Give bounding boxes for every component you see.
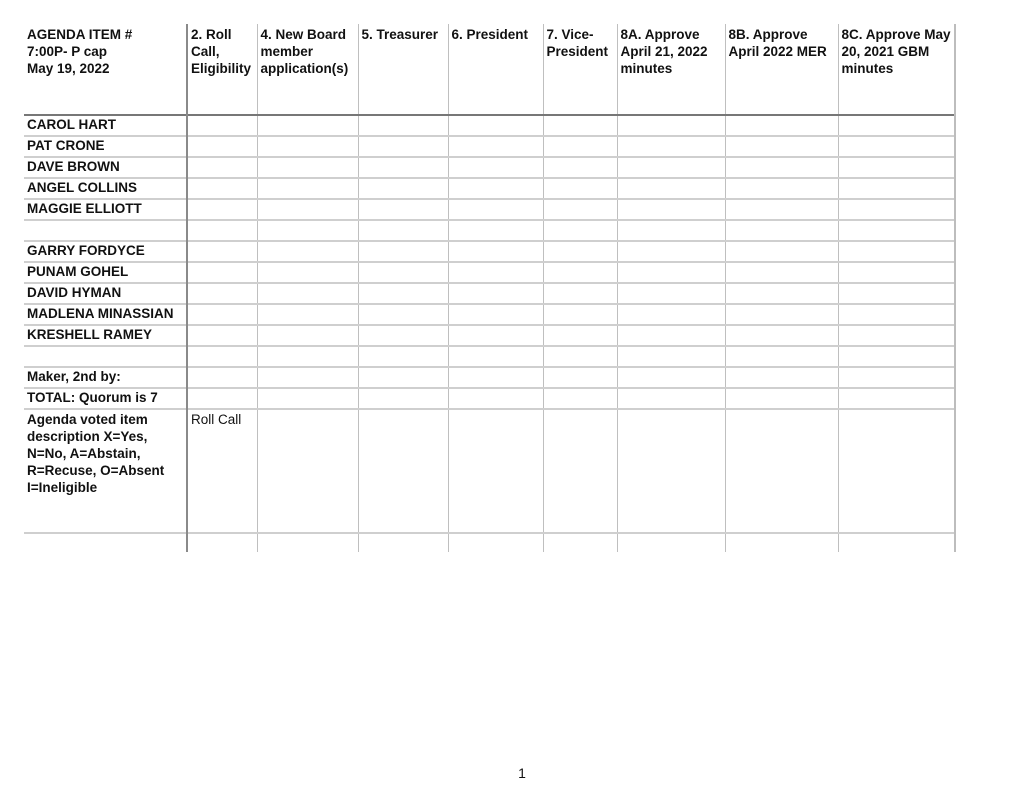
vote-cell	[838, 199, 955, 220]
vote-cell	[358, 304, 448, 325]
vote-cell	[187, 199, 257, 220]
member-name	[24, 346, 187, 367]
vote-cell	[543, 115, 617, 136]
meeting-time: 7:00P- P cap	[27, 44, 108, 59]
description-cell	[617, 409, 725, 533]
header-row	[24, 24, 955, 115]
vote-cell	[448, 115, 543, 136]
vote-cell	[838, 325, 955, 346]
vote-cell	[257, 367, 358, 388]
vote-cell	[448, 157, 543, 178]
vote-cell	[257, 115, 358, 136]
vote-cell	[617, 241, 725, 262]
description-cell	[257, 409, 358, 533]
vote-cell	[187, 367, 257, 388]
table-row	[24, 367, 955, 388]
vote-cell	[448, 136, 543, 157]
member-name: PUNAM GOHEL	[24, 262, 187, 283]
member-name: CAROL HART	[24, 115, 187, 136]
vote-cell	[543, 367, 617, 388]
vote-cell	[725, 325, 838, 346]
vote-cell	[617, 346, 725, 367]
vote-cell	[448, 325, 543, 346]
page-number: 1	[518, 765, 526, 781]
column-header-president: 6. President	[448, 24, 543, 115]
vote-cell	[725, 220, 838, 241]
vote-cell	[725, 346, 838, 367]
vote-table	[24, 24, 956, 552]
column-header-vice-president	[543, 24, 617, 115]
vote-cell	[725, 199, 838, 220]
vote-cell	[448, 199, 543, 220]
vote-cell	[358, 178, 448, 199]
member-name: MADLENA MINASSIAN	[24, 304, 187, 325]
empty-cell	[257, 533, 358, 552]
empty-cell	[617, 533, 725, 552]
vice-president-label: 7. Vice-President	[546, 27, 609, 59]
vote-cell	[358, 325, 448, 346]
vote-cell	[187, 178, 257, 199]
vote-cell	[187, 241, 257, 262]
description-cell	[358, 409, 448, 533]
vote-cell	[543, 136, 617, 157]
vote-cell	[838, 367, 955, 388]
member-name	[24, 220, 187, 241]
table-row	[24, 388, 955, 409]
vote-cell	[543, 157, 617, 178]
vote-cell	[543, 304, 617, 325]
vote-cell	[358, 136, 448, 157]
vote-cell	[448, 283, 543, 304]
vote-cell	[257, 136, 358, 157]
empty-cell	[838, 533, 955, 552]
member-name: PAT CRONE	[24, 136, 187, 157]
vote-cell	[543, 325, 617, 346]
vote-cell	[838, 346, 955, 367]
table-row	[24, 325, 955, 346]
vote-cell	[838, 283, 955, 304]
vote-cell	[617, 262, 725, 283]
total-quorum-label: TOTAL: Quorum is 7	[24, 388, 187, 409]
table-row	[24, 283, 955, 304]
empty-cell	[358, 533, 448, 552]
vote-cell	[838, 220, 955, 241]
vote-cell	[257, 220, 358, 241]
empty-cell	[187, 533, 257, 552]
table-row	[24, 533, 955, 552]
vote-cell	[187, 388, 257, 409]
vote-cell	[187, 262, 257, 283]
empty-cell	[448, 533, 543, 552]
vote-cell	[358, 262, 448, 283]
maker-second-label: Maker, 2nd by:	[24, 367, 187, 388]
vote-cell	[448, 262, 543, 283]
vote-cell	[257, 178, 358, 199]
vote-cell	[617, 283, 725, 304]
vote-cell	[543, 220, 617, 241]
vote-cell	[617, 136, 725, 157]
vote-cell	[725, 283, 838, 304]
vote-cell	[725, 262, 838, 283]
vote-cell	[543, 241, 617, 262]
vote-cell	[838, 115, 955, 136]
vote-cell	[358, 241, 448, 262]
vote-cell	[838, 178, 955, 199]
vote-cell	[358, 346, 448, 367]
table-row	[24, 115, 955, 136]
vote-cell	[358, 283, 448, 304]
vote-tally-sheet	[24, 24, 956, 552]
vote-cell	[725, 241, 838, 262]
vote-cell	[838, 304, 955, 325]
vote-cell	[448, 241, 543, 262]
table-row	[24, 262, 955, 283]
vote-cell	[617, 115, 725, 136]
vote-cell	[448, 304, 543, 325]
vote-cell	[448, 388, 543, 409]
vote-cell	[543, 262, 617, 283]
vote-cell	[187, 136, 257, 157]
vote-cell	[448, 220, 543, 241]
member-name: ANGEL COLLINS	[24, 178, 187, 199]
table-row	[24, 136, 955, 157]
vote-cell	[543, 346, 617, 367]
vote-cell	[187, 220, 257, 241]
member-name: KRESHELL RAMEY	[24, 325, 187, 346]
vote-cell	[725, 157, 838, 178]
vote-cell	[617, 199, 725, 220]
vote-cell	[725, 304, 838, 325]
vote-cell	[358, 199, 448, 220]
vote-cell	[838, 262, 955, 283]
vote-cell	[257, 241, 358, 262]
vote-cell	[725, 178, 838, 199]
vote-cell	[187, 325, 257, 346]
empty-cell	[543, 533, 617, 552]
column-header-treasurer: 5. Treasurer	[358, 24, 448, 115]
vote-cell	[617, 388, 725, 409]
column-header-approve-mer: 8B. Approve April 2022 MER	[725, 24, 838, 115]
vote-cell	[448, 178, 543, 199]
table-row	[24, 199, 955, 220]
vote-cell	[617, 304, 725, 325]
vote-cell	[725, 367, 838, 388]
vote-cell	[257, 304, 358, 325]
description-row	[24, 409, 955, 533]
empty-cell	[24, 533, 187, 552]
vote-cell	[543, 388, 617, 409]
vote-cell	[187, 283, 257, 304]
meeting-date: May 19, 2022	[27, 61, 110, 76]
vote-cell	[617, 157, 725, 178]
description-cell	[543, 409, 617, 533]
vote-cell	[358, 367, 448, 388]
table-row	[24, 304, 955, 325]
vote-cell	[617, 220, 725, 241]
vote-cell	[358, 388, 448, 409]
table-row	[24, 241, 955, 262]
column-header-new-board-member: 4. New Board member application(s)	[257, 24, 358, 115]
vote-cell	[187, 304, 257, 325]
vote-cell	[838, 136, 955, 157]
vote-cell	[448, 346, 543, 367]
vote-cell	[838, 157, 955, 178]
empty-cell	[725, 533, 838, 552]
description-cell	[838, 409, 955, 533]
roll-call-description: Roll Call	[187, 409, 257, 533]
vote-cell	[257, 262, 358, 283]
vote-cell	[187, 115, 257, 136]
vote-cell	[725, 388, 838, 409]
agenda-item-header	[24, 24, 187, 115]
member-name: DAVID HYMAN	[24, 283, 187, 304]
description-cell	[725, 409, 838, 533]
vote-cell	[617, 178, 725, 199]
vote-cell	[257, 199, 358, 220]
vote-cell	[358, 115, 448, 136]
vote-cell	[543, 199, 617, 220]
column-header-approve-april-minutes: 8A. Approve April 21, 2022 minutes	[617, 24, 725, 115]
vote-cell	[543, 178, 617, 199]
vote-cell	[257, 157, 358, 178]
agenda-item-label: AGENDA ITEM #	[27, 27, 133, 42]
column-header-approve-gbm-minutes: 8C. Approve May 20, 2021 GBM minutes	[838, 24, 955, 115]
vote-cell	[543, 283, 617, 304]
vote-cell	[358, 220, 448, 241]
member-name: MAGGIE ELLIOTT	[24, 199, 187, 220]
vote-cell	[257, 388, 358, 409]
vote-cell	[725, 136, 838, 157]
vote-cell	[838, 241, 955, 262]
vote-cell	[448, 367, 543, 388]
description-legend: Agenda voted item description X=Yes, N=No, A=Abstain, R=Recuse, O=Absent I=Ineligible	[24, 409, 187, 533]
description-cell	[448, 409, 543, 533]
member-name: GARRY FORDYCE	[24, 241, 187, 262]
vote-cell	[725, 115, 838, 136]
vote-cell	[617, 367, 725, 388]
vote-cell	[617, 325, 725, 346]
column-header-roll-call: 2. Roll Call, Eligibility	[187, 24, 257, 115]
vote-cell	[358, 157, 448, 178]
vote-cell	[187, 346, 257, 367]
member-name: DAVE BROWN	[24, 157, 187, 178]
vote-cell	[257, 325, 358, 346]
vote-cell	[257, 346, 358, 367]
vote-cell	[257, 283, 358, 304]
table-row	[24, 346, 955, 367]
vote-cell	[838, 388, 955, 409]
vote-cell	[187, 157, 257, 178]
table-row	[24, 220, 955, 241]
table-row	[24, 157, 955, 178]
table-row	[24, 178, 955, 199]
